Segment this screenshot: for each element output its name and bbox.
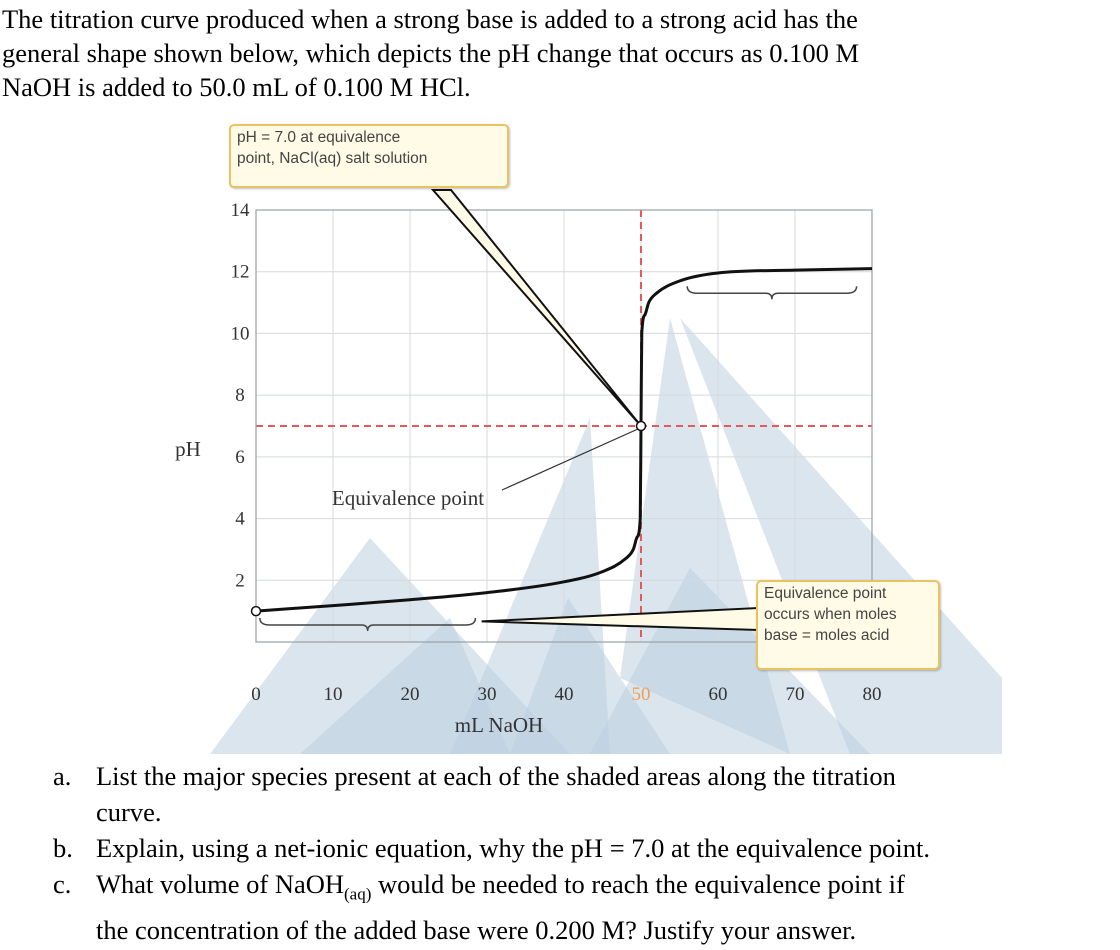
x-axis-label: mL NaOH — [454, 713, 544, 737]
x-tick-10: 10 — [323, 684, 343, 705]
y-tick-12: 12 — [230, 261, 250, 283]
y-tick-10: 10 — [230, 323, 250, 345]
pointer-top — [433, 190, 641, 426]
question-c-line-2: the concentration of the added base were 0.200 M? Justify your answer. — [96, 915, 857, 946]
question-a-line-1: List the major species present at each of the shaded areas along the titration — [96, 761, 896, 791]
titration-chart — [150, 118, 1002, 754]
question-c — [0, 866, 1110, 948]
x-tick-50: 50 — [631, 684, 651, 705]
question-b-line-1: Explain, using a net-ionic equation, why the pH = 7.0 at the equivalence point. — [96, 833, 931, 863]
intro-paragraph — [2, 2, 1112, 104]
y-axis-label: pH — [175, 437, 201, 461]
question-list — [0, 758, 1110, 948]
equivalence-point-label: Equivalence point — [331, 486, 485, 510]
annotation-moles-equal — [756, 580, 940, 670]
y-tick-8: 8 — [235, 385, 245, 407]
annotation-equivalence-ph — [229, 124, 509, 188]
y-tick-labels — [231, 200, 251, 591]
x-tick-40: 40 — [554, 684, 574, 705]
x-tick-60: 60 — [708, 684, 728, 705]
x-tick-30: 30 — [477, 684, 497, 705]
y-tick-6: 6 — [235, 446, 245, 468]
y-tick-2: 2 — [235, 570, 245, 592]
x-tick-20: 20 — [400, 684, 420, 705]
start-point-marker — [252, 607, 261, 616]
question-c-post: would be needed to reach the equivalence point if — [371, 869, 905, 899]
question-c-line-1 — [96, 866, 1110, 912]
question-a-line-2: curve. — [96, 797, 162, 827]
intro-line-3: NaOH is added to 50.0 mL of 0.100 M HCl. — [2, 72, 471, 102]
y-tick-14: 14 — [230, 200, 250, 221]
question-c-sub: (aq) — [344, 884, 372, 904]
equivalence-point-marker — [637, 422, 646, 431]
question-b-letter: b. — [53, 833, 73, 863]
intro-line-2: general shape shown below, which depicts the pH change that occurs as 0.100 M — [2, 38, 860, 68]
question-b — [0, 830, 1110, 866]
annotation-right-line-2: occurs when moles — [764, 606, 897, 623]
question-c-pre: What volume of NaOH — [96, 869, 344, 899]
question-a-letter: a. — [53, 761, 72, 791]
y-tick-4: 4 — [235, 508, 245, 530]
x-tick-70: 70 — [785, 684, 805, 705]
x-tick-80: 80 — [862, 684, 882, 705]
annotation-top-line-2: point, NaCl(aq) salt solution — [237, 150, 428, 167]
bracket-base-region — [687, 286, 856, 299]
x-tick-0: 0 — [251, 684, 261, 705]
intro-line-1: The titration curve produced when a strong base is added to a strong acid has the — [2, 4, 858, 34]
question-c-letter: c. — [53, 869, 72, 899]
annotation-right-line-1: Equivalence point — [764, 585, 887, 602]
annotation-top-line-1: pH = 7.0 at equivalence — [237, 129, 401, 146]
annotation-right-line-3: base = moles acid — [764, 627, 890, 644]
question-a — [0, 758, 1110, 830]
